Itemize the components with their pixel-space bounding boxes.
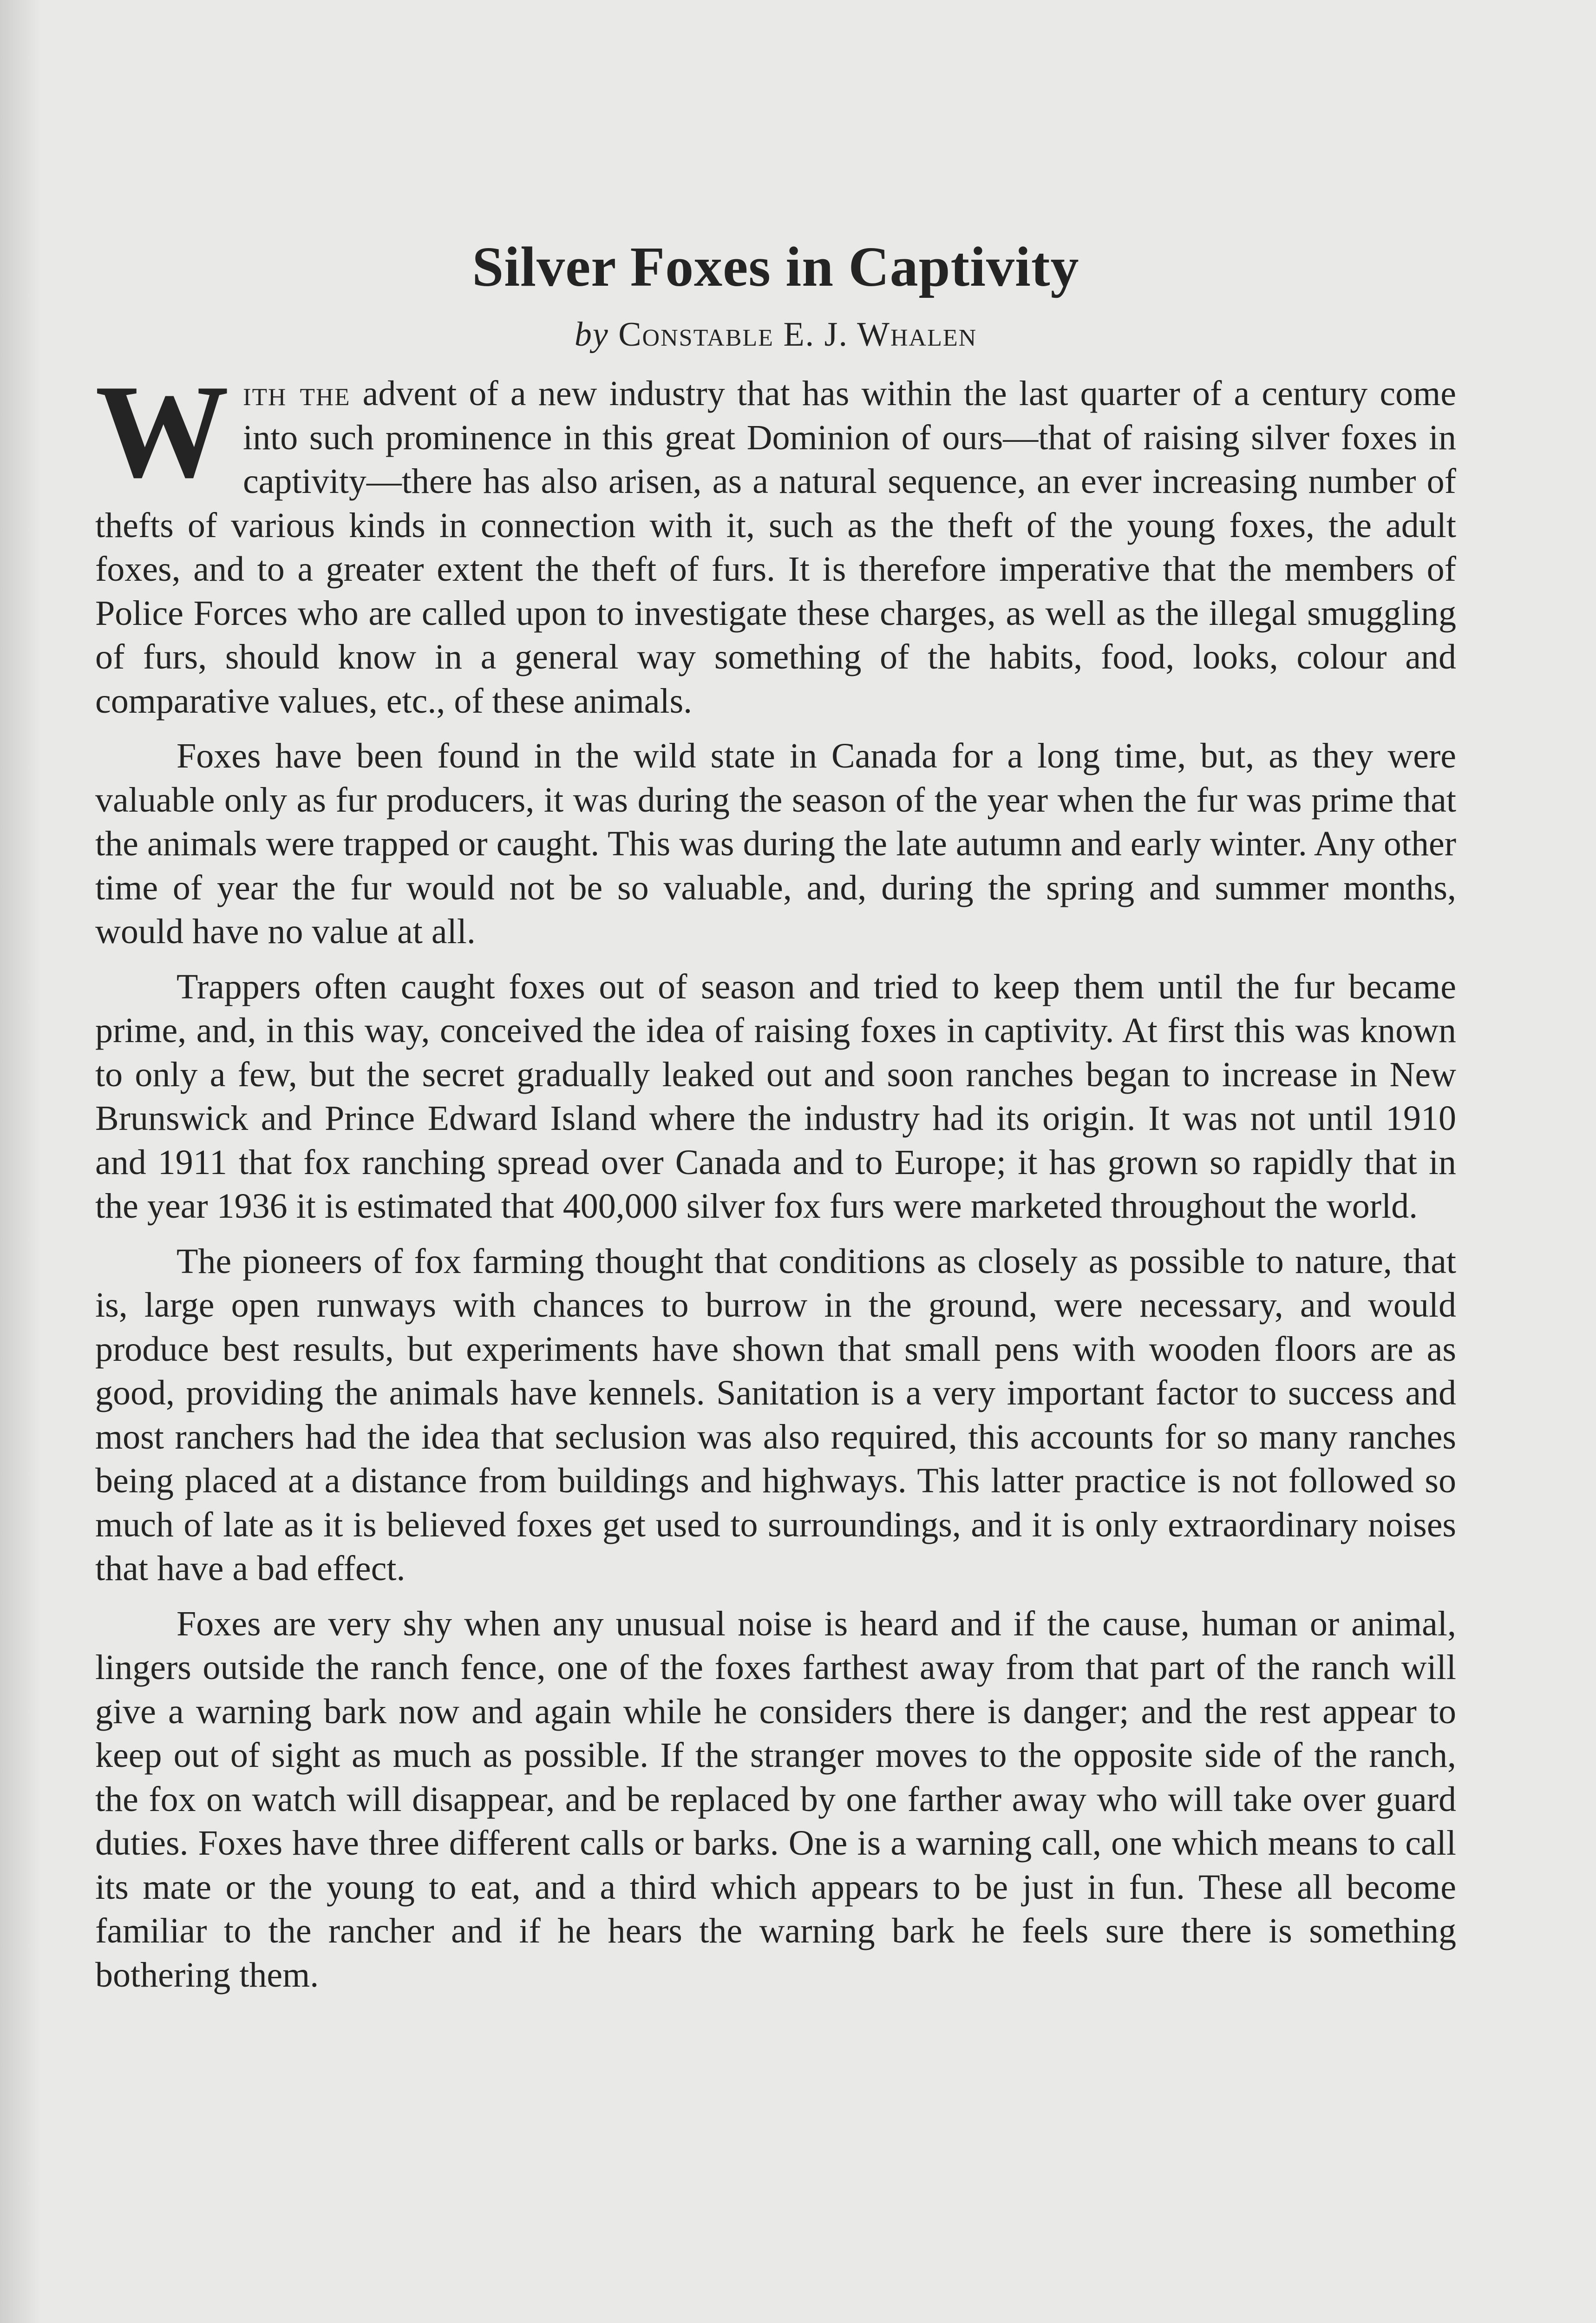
byline-author: Constable E. J. Whalen [618,315,977,354]
paragraph-3: Trappers often caught foxes out of season and tried to keep them until the fur became prime, and, in this way, conceived the idea of raising foxes in captivity. At first this was known to only a few, but the secret gradually leaked out and soon ranches began to increase in New Brunswick and Prince Edward Island where the industry had its origin. It was not until 1910 and 1911 that fox ranching spread over Canada and to Europe; it has grown so rapidly that in the year 1936 it is estimated that 400,000 silver fox furs were marketed throughout the world. [95,967,1456,1226]
byline [95,311,1456,358]
drop-cap: W [95,357,229,505]
article-title: Silver Foxes in Captivity [472,236,1079,298]
article [95,232,1456,2008]
paragraph-2: Foxes have been found in the wild state in Canada for a long time, but, as they were valuable only as fur producers, it was during the season of the year when the fur was prime that the animals were trapped or caught. This was during the late autumn and early winter. Any other time of year the fur would not be so valuable, and, during the spring and summer months, would have no value at all. [95,736,1456,951]
lead-in: ith the [243,374,351,413]
byline-by: by [574,315,609,354]
article-body [95,357,1456,1997]
scan-edge-shadow [0,0,42,2323]
paragraph-text: advent of a new industry that has within the last quarter of a century come into such prominence in this great Dominion of ours—that of raising silver foxes in captivity—there has also arisen, as a natural sequence, an ever increasing number of thefts of various kinds in connection with it, such as the theft of the young foxes, the adult foxes, and to a greater extent the theft of furs. It is therefore imperative that the members of Police Forces who are called upon to investigate these charges, as well as the illegal smuggling of furs, should know in a general way something of the habits, food, looks, colour and comparative values, etc., of these animals. [95,374,1456,721]
paragraph-1 [95,357,1456,723]
paragraph-5: Foxes are very shy when any unusual noise is heard and if the cause, human or animal, lingers outside the ranch fence, one of the foxes farthest away from that part of the ranch will give a warning bark now and again while he considers there is danger; and the rest appear to keep out of sight as much as possible. If the stranger moves to the opposite side of the ranch, the fox on watch will disappear, and be replaced by one farther away who will take over guard duties. Foxes have three different calls or barks. One is a warning call, one which means to call its mate or the young to eat, and a third which appears to be just in fun. These all become familiar to the rancher and if he hears the warning bark he feels sure there is something bothering them. [95,1604,1456,1995]
paragraph-4: The pioneers of fox farming thought that conditions as closely as possible to nature, that is, large open runways with chances to burrow in the ground, were necessary, and would produce best results, but experiments have shown that small pens with wooden floors are as good, providing the animals have kennels. Sanitation is a very important factor to success and most ranchers had the idea that seclusion was also required, this accounts for so many ranches being placed at a distance from buildings and highways. This latter practice is not followed so much of late as it is believed foxes get used to surroundings, and it is only extraordinary noises that have a bad effect. [95,1241,1456,1588]
